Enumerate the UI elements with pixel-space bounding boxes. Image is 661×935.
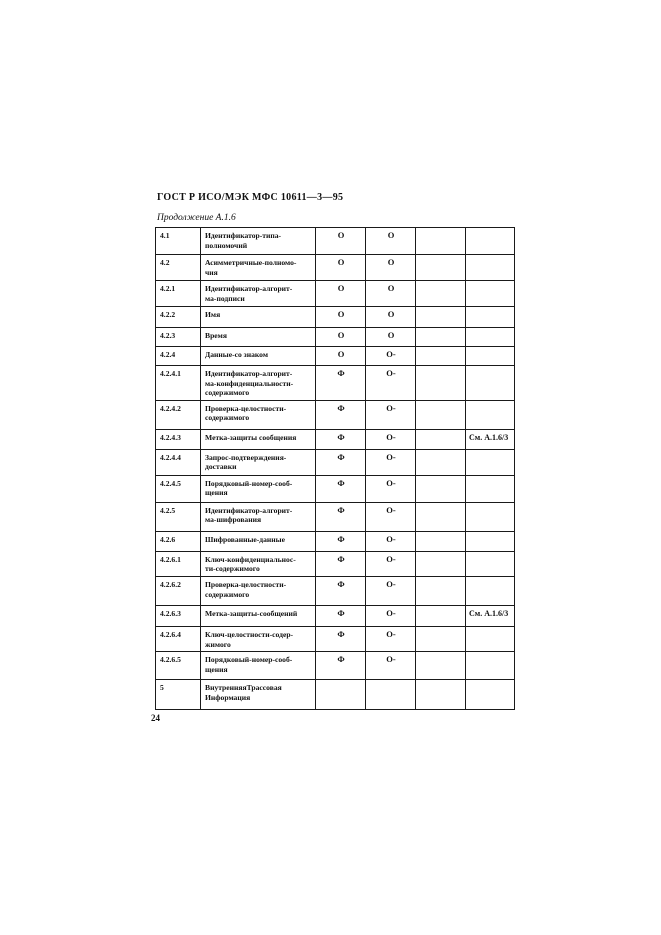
item-number: 4.2.4.5 [156, 475, 201, 502]
item-name: Ключ-целостности-содер- жимого [201, 626, 316, 651]
note-cell [466, 307, 515, 328]
table-row [156, 680, 515, 710]
column-5-value [416, 449, 466, 475]
item-name: Асимметричные-полномо- чия [201, 255, 316, 281]
item-number: 4.2.6.4 [156, 626, 201, 651]
column-5-value [416, 400, 466, 429]
column-3-value: О [316, 328, 366, 347]
column-4-value [366, 680, 416, 710]
item-number: 4.2.4 [156, 347, 201, 366]
item-number: 4.2.4.2 [156, 400, 201, 429]
item-name: Идентификатор-алгорит- ма-шифрования [201, 502, 316, 531]
column-3-value: О [316, 307, 366, 328]
column-4-value: О- [366, 502, 416, 531]
column-5-value [416, 228, 466, 255]
item-name: Ключ-конфиденциальнос- ти-содержимого [201, 551, 316, 576]
column-5-value [416, 551, 466, 576]
column-3-value [316, 680, 366, 710]
column-4-value: О [366, 328, 416, 347]
column-4-value: О [366, 281, 416, 307]
item-name: Шифрованные-данные [201, 531, 316, 551]
table-row [156, 531, 515, 551]
note-cell [466, 551, 515, 576]
item-name: Метка-защиты-сообщений [201, 605, 316, 626]
column-3-value: Ф [316, 429, 366, 449]
column-5-value [416, 307, 466, 328]
item-number: 4.2.6.2 [156, 576, 201, 605]
table-row [156, 576, 515, 605]
column-3-value: Ф [316, 400, 366, 429]
item-number: 4.2.4.3 [156, 429, 201, 449]
item-name: Идентификатор-алгорит- ма-конфиденциальности- содержимого [201, 366, 316, 401]
column-5-value [416, 502, 466, 531]
column-4-value: О- [366, 531, 416, 551]
column-5-value [416, 626, 466, 651]
column-5-value [416, 605, 466, 626]
column-3-value: Ф [316, 475, 366, 502]
column-4-value: О [366, 307, 416, 328]
note-cell [466, 328, 515, 347]
item-name: Данные-со знаком [201, 347, 316, 366]
item-name: Порядковый-номер-сооб- щения [201, 652, 316, 680]
note-cell [466, 475, 515, 502]
column-4-value: О- [366, 605, 416, 626]
item-name: Имя [201, 307, 316, 328]
note-cell [466, 228, 515, 255]
column-4-value: О- [366, 429, 416, 449]
column-3-value: О [316, 347, 366, 366]
column-5-value [416, 255, 466, 281]
column-3-value: Ф [316, 449, 366, 475]
item-number: 4.1 [156, 228, 201, 255]
note-cell [466, 281, 515, 307]
note-cell: См. А.1.6/3 [466, 605, 515, 626]
column-3-value: О [316, 255, 366, 281]
note-cell [466, 626, 515, 651]
column-4-value: О- [366, 449, 416, 475]
column-5-value [416, 328, 466, 347]
column-5-value [416, 347, 466, 366]
table-row [156, 366, 515, 401]
table-row [156, 281, 515, 307]
column-3-value: О [316, 228, 366, 255]
column-5-value [416, 531, 466, 551]
note-cell [466, 366, 515, 401]
item-number: 4.2.3 [156, 328, 201, 347]
column-4-value: О- [366, 347, 416, 366]
table-row [156, 307, 515, 328]
item-number: 4.2.6.1 [156, 551, 201, 576]
column-4-value: О- [366, 551, 416, 576]
column-5-value [416, 652, 466, 680]
column-3-value: Ф [316, 605, 366, 626]
item-name: Запрос-подтверждения- доставки [201, 449, 316, 475]
column-4-value: О- [366, 475, 416, 502]
column-3-value: О [316, 281, 366, 307]
note-cell [466, 680, 515, 710]
column-4-value: О- [366, 366, 416, 401]
item-number: 4.2.1 [156, 281, 201, 307]
table-row [156, 400, 515, 429]
column-5-value [416, 576, 466, 605]
note-cell [466, 652, 515, 680]
note-cell [466, 576, 515, 605]
note-cell [466, 255, 515, 281]
table-row [156, 502, 515, 531]
table-row [156, 449, 515, 475]
column-4-value: О- [366, 400, 416, 429]
item-number: 4.2.6 [156, 531, 201, 551]
column-4-value: О- [366, 626, 416, 651]
column-3-value: Ф [316, 531, 366, 551]
item-name: Проверка-целостности- содержимого [201, 576, 316, 605]
table-row [156, 605, 515, 626]
item-number: 4.2.6.3 [156, 605, 201, 626]
table-row [156, 255, 515, 281]
column-3-value: Ф [316, 626, 366, 651]
table-row [156, 328, 515, 347]
column-5-value [416, 366, 466, 401]
item-number: 4.2.2 [156, 307, 201, 328]
specification-table [155, 227, 515, 710]
table-row [156, 652, 515, 680]
note-cell [466, 400, 515, 429]
note-cell [466, 449, 515, 475]
table-row [156, 228, 515, 255]
item-number: 4.2.5 [156, 502, 201, 531]
item-name: Проверка-целостности- содержимого [201, 400, 316, 429]
column-5-value [416, 429, 466, 449]
item-name: Метка-защиты сообщения [201, 429, 316, 449]
item-number: 4.2.4.4 [156, 449, 201, 475]
column-4-value: О [366, 228, 416, 255]
item-number: 5 [156, 680, 201, 710]
table-row [156, 551, 515, 576]
column-3-value: Ф [316, 652, 366, 680]
column-3-value: Ф [316, 502, 366, 531]
item-name: ВнутренняяТрассовая Информация [201, 680, 316, 710]
table-row [156, 429, 515, 449]
column-3-value: Ф [316, 576, 366, 605]
column-4-value: О- [366, 652, 416, 680]
column-3-value: Ф [316, 366, 366, 401]
item-name: Порядковый-номер-сооб- щения [201, 475, 316, 502]
item-number: 4.2 [156, 255, 201, 281]
column-4-value: О- [366, 576, 416, 605]
note-cell: См. А.1.6/3 [466, 429, 515, 449]
column-5-value [416, 281, 466, 307]
note-cell [466, 531, 515, 551]
table-continuation-label: Продолжение А.1.6 [157, 213, 236, 223]
item-name: Время [201, 328, 316, 347]
item-name: Идентификатор-алгорит- ма-подписи [201, 281, 316, 307]
document-header: ГОСТ Р ИСО/МЭК МФС 10611—3—95 [157, 192, 344, 203]
note-cell [466, 502, 515, 531]
column-4-value: О [366, 255, 416, 281]
column-5-value [416, 475, 466, 502]
item-number: 4.2.6.5 [156, 652, 201, 680]
table-row [156, 347, 515, 366]
note-cell [466, 347, 515, 366]
page-number: 24 [151, 713, 160, 723]
item-name: Идентификатор-типа- полномочий [201, 228, 316, 255]
column-5-value [416, 680, 466, 710]
table-row [156, 475, 515, 502]
item-number: 4.2.4.1 [156, 366, 201, 401]
table-row [156, 626, 515, 651]
column-3-value: Ф [316, 551, 366, 576]
